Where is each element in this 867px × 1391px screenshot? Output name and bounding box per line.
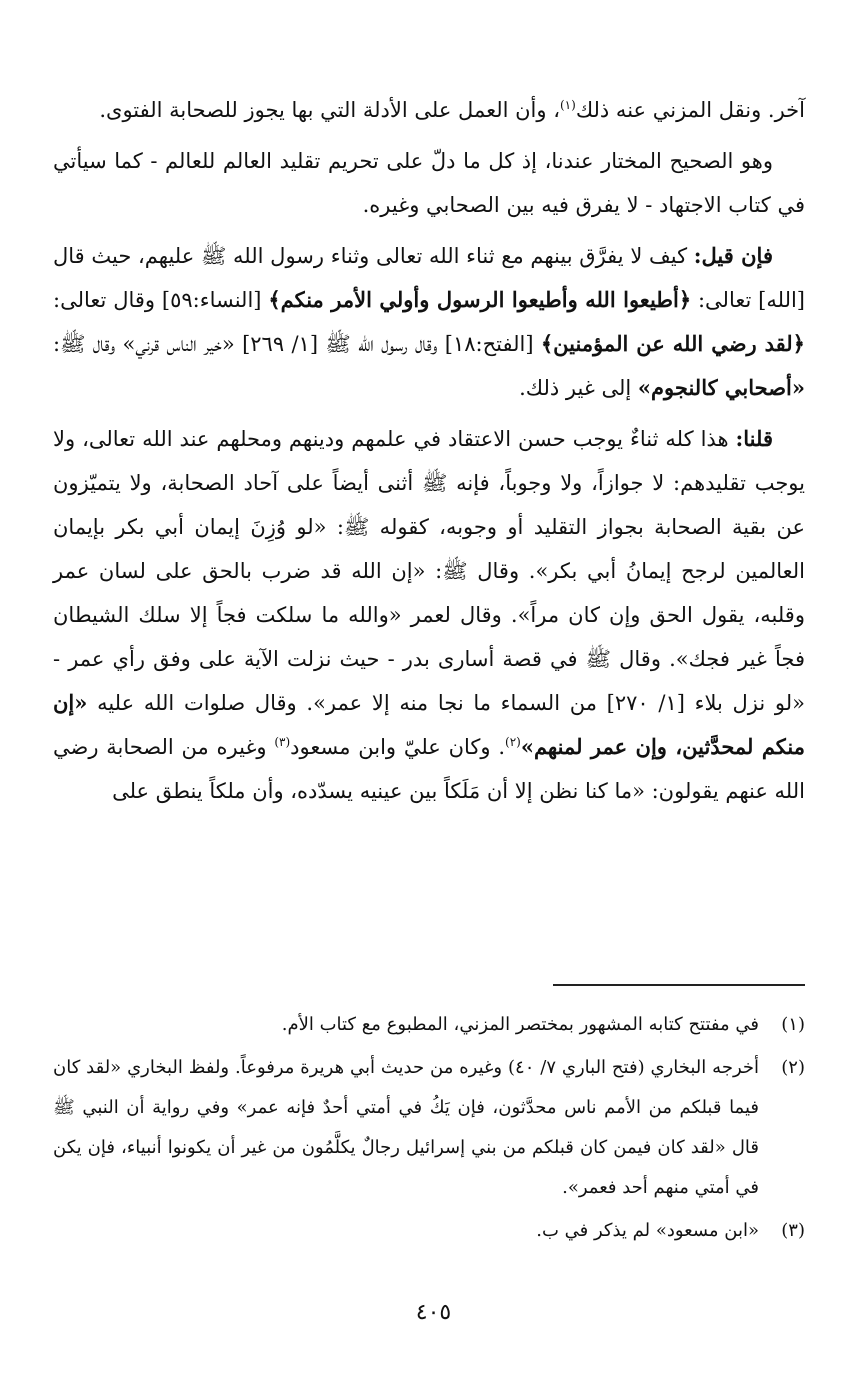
hadith-quote-umar-truth: «إن الله قد ضرب بالحق على لسان عمر وقلبه، يقول الحق وإن كان مراً»: [53, 559, 805, 627]
footnote-item: [53, 1005, 805, 1045]
footnote-text: «ابن مسعود» لم يذكر في ب.: [536, 1220, 759, 1241]
paragraph-3-text-c: [الفتح:١٨] وقال رسول الله ﷺ [١/ ٢٦٩] «خير الناس قرني» وقال ﷺ:: [53, 332, 541, 356]
quran-quote-1: ﴿أطيعوا الله وأطيعوا الرسول وأولي الأمر منكم﴾: [268, 287, 692, 312]
paragraph-3: [53, 234, 805, 410]
paragraph-4-lead: قلنا:: [735, 426, 773, 451]
main-text: [53, 88, 805, 820]
hadith-quote-umar-path: «والله ما سلكت فجاً إلا سلك الشيطان فجاً غير فجك»: [53, 603, 805, 671]
footnote-item: [53, 1048, 805, 1208]
footnote-number: (٣): [781, 1220, 805, 1241]
quran-quote-2: ﴿لقد رضي الله عن المؤمنين﴾: [540, 331, 805, 356]
paragraph-1: [53, 88, 805, 132]
paragraph-4-text-c: . وقال لعمر: [401, 603, 518, 627]
footnote-number: (١): [781, 1014, 805, 1035]
paragraph-4-text-f: . وكان عليّ وابن مسعود: [290, 735, 505, 759]
footnote-text: في مفتتح كتابه المشهور بمختصر المزني، المطبوع مع كتاب الأم.: [281, 1014, 759, 1035]
paragraph-4: [53, 417, 805, 813]
hadith-quote-badr: «لو نزل بلاء [١/ ٢٧٠] من السماء ما نجا منه إلا عمر»: [313, 691, 805, 715]
paragraph-4-text-d: . وقال ﷺ في قصة أسارى بدر - حيث نزلت الآية على وفق رأي عمر -: [53, 647, 676, 671]
paragraph-1-text-b: ، وأن العمل على الأدلة التي بها يجوز للصحابة الفتوى.: [99, 98, 560, 122]
paragraph-4-text-a: هذا كله ثناءٌ يوجب حسن الاعتقاد في علمهم ودينهم ومحلهم عند الله تعالى، ولا يوجب تقليدهم: لا جوازاً، ولا وجوباً، فإنه ﷺ أثنى أيضاً على آحاد الصحابة، ولا يتميّزون عن بقية الصحابة بجواز التقليد أو وجوبه، كقوله ﷺ:: [53, 427, 805, 539]
footnote-ref-3: (٣): [274, 735, 291, 749]
footnote-text: أخرجه البخاري (فتح الباري ٧/ ٤٠) وغيره من حديث أبي هريرة مرفوعاً. ولفظ البخاري «لقد كان فيما قبلكم من الأمم ناس محدَّثون، فإن يَكُ في أمتي أحدٌ فإنه عمر» وفي رواية أن النبي ﷺ قال «لقد كان فيمن كان قبلكم من بني إسرائيل رجالٌ يكلَّمُون من غير أن يكونوا أنبياء، فإن يكن في أمتي منهم أحد فعمر».: [53, 1057, 760, 1198]
paragraph-3-text-d: إلى غير ذلك.: [519, 376, 638, 400]
footnote-divider: [553, 984, 805, 986]
paragraph-3-text-a: كيف لا يفرَّق بينهم مع ثناء الله تعالى وثناء رسول الله ﷺ عليهم، حيث قال [الله] تعالى:: [53, 244, 806, 312]
paragraph-4-text-g: وغيره من الصحابة رضي الله عنهم يقولون: «ما كنا نظن إلا أن مَلَكاً بين عينيه يسدّده، وأن ملكاً ينطق على: [53, 735, 805, 803]
footnote-number: (٢): [781, 1057, 805, 1078]
hadith-quote-abu-bakr: «لو وُزِنَ إيمان أبي بكر بإيمان العالمين لرجح إيمانُ أبي بكر»: [53, 515, 805, 583]
footnote-ref-2: (٢): [505, 735, 521, 749]
paragraph-4-text-b: . وقال ﷺ:: [425, 559, 536, 583]
paragraph-4-text-e: . وقال صلوات الله عليه: [87, 691, 314, 715]
paragraph-2: وهو الصحيح المختار عندنا، إذ كل ما دلّ على تحريم تقليد العالم للعالم - كما سيأتي في كتاب الاجتهاد - لا يفرق فيه بين الصحابي وغيره.: [53, 149, 805, 217]
paragraph-3-text-b: [النساء:٥٩] وقال تعالى:: [53, 288, 269, 312]
hadith-quote-muhaddathun: «إن منكم لمحدَّثين، وإن عمر لمنهم»: [53, 690, 805, 759]
page-number: ٤٠٥: [415, 1300, 452, 1325]
hadith-quote-stars: «أصحابي كالنجوم»: [637, 375, 805, 400]
paragraph-1-text-a: آخر. ونقل المزني عنه ذلك: [575, 98, 805, 122]
paragraph-3-lead: فإن قيل:: [693, 243, 773, 268]
footnote-item: [53, 1211, 805, 1251]
footnotes: [53, 1005, 805, 1254]
footnote-ref-1: (١): [559, 98, 576, 112]
